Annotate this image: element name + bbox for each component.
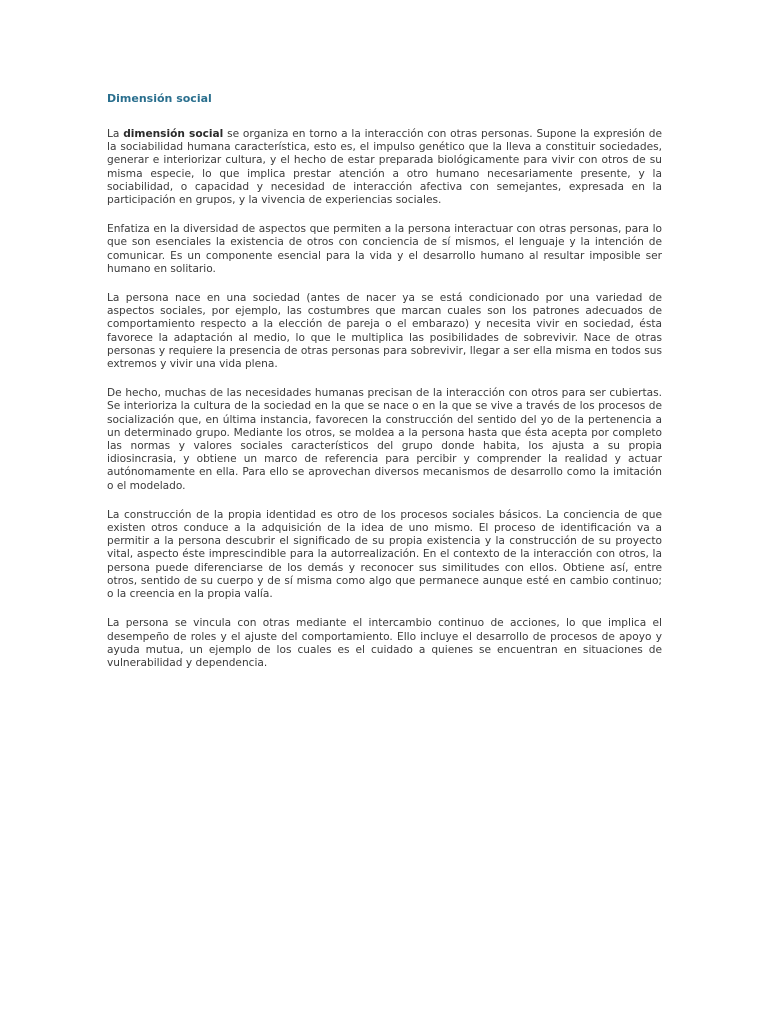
term-dimension-social: dimensión social (123, 128, 224, 140)
section-title: Dimensión social (107, 92, 212, 105)
paragraph-1-rest: se organiza en torno a la interacción con otras personas. Supone la expresión de la sociabilidad humana característica, esto es, el impulso genético que la lleva a constituir sociedades, generar e interiorizar cultura, y el hecho de estar preparada biológicamente para vivir con otros de su misma especie, lo que implica prestar atención a otro humano necesariamente presente, y la sociabilidad, o capacidad y necesidad de interacción afectiva con semejantes, expresada en la participación en grupos, y la vivencia de experiencias sociales. (107, 128, 662, 207)
paragraph-6: La persona se vincula con otras mediante el intercambio continuo de acciones, lo que implica el desempeño de roles y el ajuste del comportamiento. Ello incluye el desarrollo de procesos de apoyo y ayuda mutua, un ejemplo de los cuales es el cuidado a quienes se encuentran en situaciones de vulnerabilidad y dependencia. (107, 617, 662, 669)
paragraph-5: La construcción de la propia identidad es otro de los procesos sociales básicos. La conciencia de que existen otros conduce a la adquisición de la idea de uno mismo. El proceso de identificación va a permitir a la persona descubrir el significado de su propia existencia y la construcción de su proyecto vital, aspecto éste imprescindible para la autorrealización. En el contexto de la interacción con otros, la persona puede diferenciarse de los demás y reconocer sus similitudes con ellos. Obtiene así, entre otros, sentido de su cuerpo y de sí misma como algo que permanece aunque esté en cambio continuo; o la creencia en la propia valía. (107, 508, 662, 601)
paragraph-1 (107, 128, 662, 207)
paragraph-3: La persona nace en una sociedad (antes de nacer ya se está condicionado por una variedad de aspectos sociales, por ejemplo, las costumbres que marcan cuales son los patrones adecuados de comportamiento respecto a la elección de pareja o el embarazo) y necesita vivir en sociedad, ésta favorece la adaptación al medio, lo que le multiplica las posibilidades de sobrevivir. Nace de otras personas y requiere la presencia de otras personas para sobrevivir, llegar a ser ella misma en todos sus extremos y vivir una vida plena. (107, 292, 662, 371)
document-page (107, 92, 662, 686)
paragraph-2: Enfatiza en la diversidad de aspectos que permiten a la persona interactuar con otras personas, para lo que son esenciales la existencia de otros con conciencia de sí mismos, el lenguaje y la intención de comunicar. Es un componente esencial para la vida y el desarrollo humano al resultar imposible ser humano en solitario. (107, 223, 662, 275)
paragraph-4: De hecho, muchas de las necesidades humanas precisan de la interacción con otros para ser cubiertas. Se interioriza la cultura de la sociedad en la que se nace o en la que se vive a través de los procesos de socialización que, en última instancia, favorecen la construcción del sentido del yo de la pertenencia a un determinado grupo. Mediante los otros, se moldea a la persona hasta que ésta acepta por completo las normas y valores sociales característicos del grupo donde habita, los ajusta a su propia idiosincrasia, y obtiene un marco de referencia para percibir y comprender la realidad y actuar autónomamente en ella. Para ello se aprovechan diversos mecanismos de desarrollo como la imitación o el modelado. (107, 387, 662, 492)
paragraph-1-lead: La (107, 128, 124, 140)
